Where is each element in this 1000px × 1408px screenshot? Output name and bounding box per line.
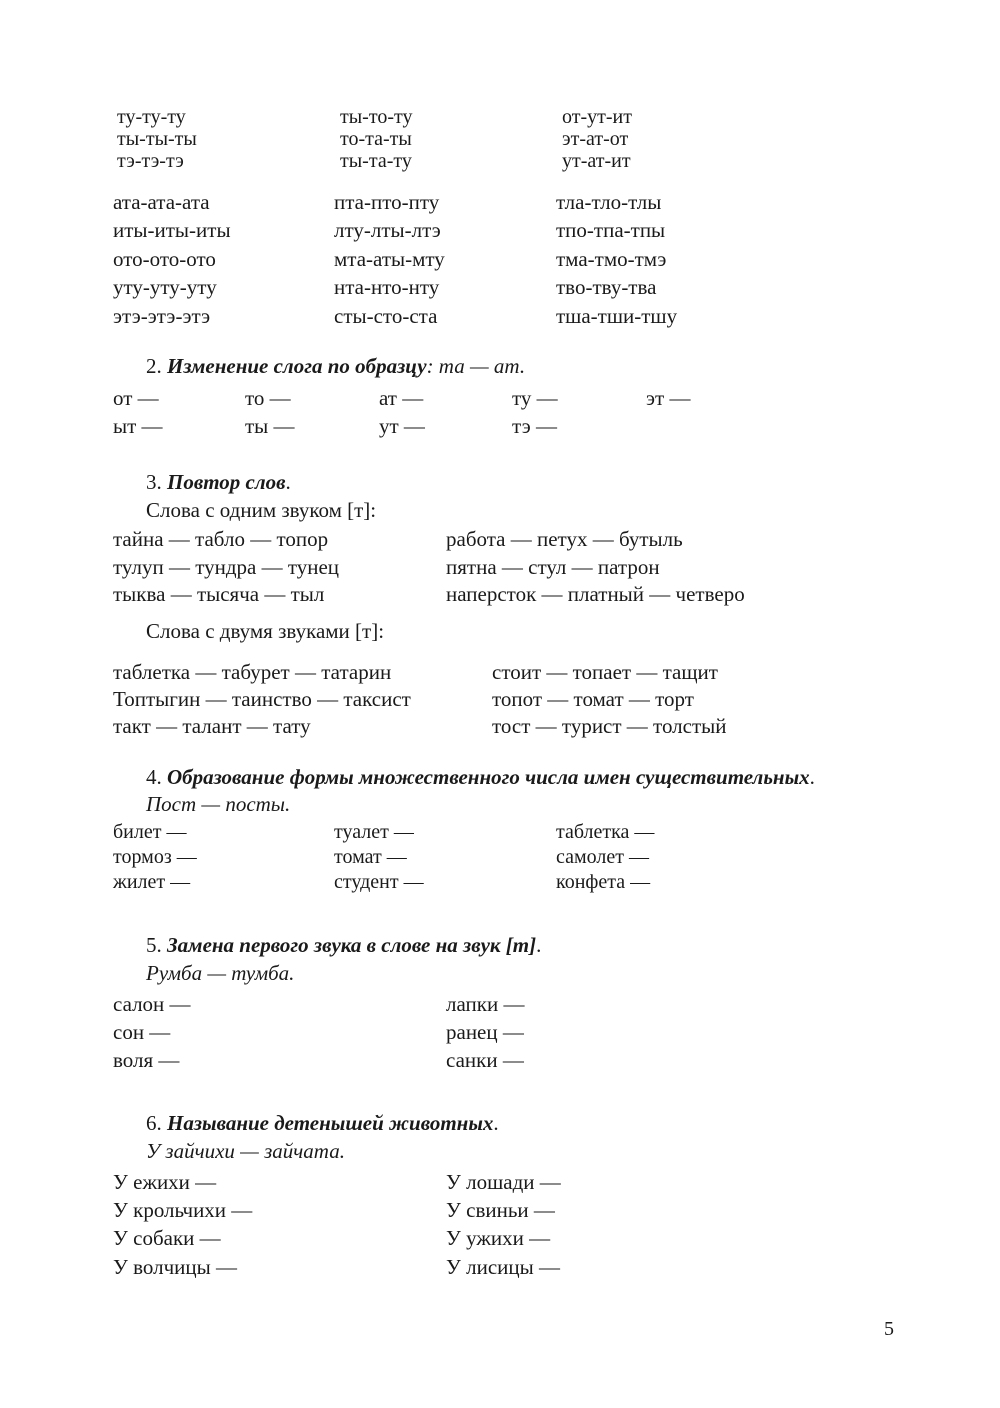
exercise-item: ты — [245,414,295,438]
syllable-line: тма-тмо-тмэ [556,247,667,271]
section-title: Замена первого звука в слове на звук [т] [167,933,537,957]
exercise-item: билет — [113,821,187,843]
syllable-line: тша-тши-тшу [556,304,678,328]
syllable-line: иты-иты-иты [113,218,231,242]
exercise-item: эт — [646,386,691,410]
syllable-line: то-та-ты [340,128,412,150]
exercise-item: сон — [113,1020,171,1044]
exercise-item: то — [245,386,291,410]
section-number: 4. [146,765,162,789]
exercise-item: ранец — [446,1020,524,1044]
syllable-line: тво-тву-тва [556,275,657,299]
word-line: тыква — тысяча — тыл [113,582,325,606]
heading-period: . [285,470,291,494]
heading-period: . [809,765,815,789]
exercise-item: туалет — [334,821,414,843]
subheading: Слова с двумя звуками [т]: [146,619,385,643]
word-line: тулуп — тундра — тунец [113,555,340,579]
exercise-item: таблетка — [556,821,655,843]
exercise-item: ат — [379,386,424,410]
syllable-line: пта-пто-пту [334,190,440,214]
section-example: : та — ат. [426,354,526,378]
word-line: тайна — табло — топор [113,527,329,551]
exercise-item: воля — [113,1048,180,1072]
word-line: топот — томат — торт [492,687,694,711]
section-title: Называние детенышей животных [167,1111,494,1135]
word-line: таблетка — табурет — татарин [113,660,392,684]
exercise-item: У свиньи — [446,1198,555,1222]
exercise-item: ут — [379,414,425,438]
exercise-item: У ужихи — [446,1226,551,1250]
exercise-item: от — [113,386,159,410]
exercise-item: У волчицы — [113,1255,237,1279]
word-line: Топтыгин — таинство — таксист [113,687,411,711]
syllable-line: этэ-этэ-этэ [113,304,211,328]
syllable-line: ата-ата-ата [113,190,210,214]
syllable-line: ту-ту-ту [117,106,186,128]
syllable-line: ты-то-ту [340,106,413,128]
syllable-line: тла-тло-тлы [556,190,662,214]
subheading: Слова с одним звуком [т]: [146,498,377,522]
exercise-item: У ежихи — [113,1170,217,1194]
page-number: 5 [884,1318,894,1340]
syllable-line: тпо-тпа-тпы [556,218,666,242]
section-2-heading [146,354,525,379]
syllable-line: ты-та-ту [340,150,412,172]
section-title: Образование формы множественного числа имен существительных [167,765,810,789]
exercise-item: салон — [113,992,191,1016]
syllable-line: нта-нто-нту [334,275,440,299]
exercise-item: У крольчихи — [113,1198,253,1222]
example-line: У зайчихи — зайчата. [146,1139,345,1163]
exercise-item: томат — [334,846,407,868]
section-title: Изменение слога по образцу [167,354,427,378]
syllable-line: уту-уту-уту [113,275,217,299]
heading-period: . [536,933,542,957]
section-4-heading [146,765,815,790]
exercise-item: тэ — [512,414,557,438]
syllable-line: ты-ты-ты [117,128,197,150]
exercise-item: самолет — [556,846,649,868]
syllable-line: лту-лты-лтэ [334,218,441,242]
word-line: наперсток — платный — четверо [446,582,745,606]
heading-period: . [493,1111,499,1135]
exercise-item: ыт — [113,414,163,438]
exercise-item: санки — [446,1048,524,1072]
syllable-line: ут-ат-ит [562,150,631,172]
example-line: Пост — посты. [146,792,291,816]
exercise-item: лапки — [446,992,525,1016]
word-line: пятна — стул — патрон [446,555,660,579]
word-line: работа — петух — бутыль [446,527,683,551]
syllable-line: мта-аты-мту [334,247,445,271]
exercise-item: тормоз — [113,846,197,868]
word-line: такт — талант — тату [113,714,311,738]
exercise-item: жилет — [113,871,191,893]
section-number: 3. [146,470,162,494]
exercise-item: студент — [334,871,424,893]
exercise-item: У лошади — [446,1170,561,1194]
word-line: стоит — топает — тащит [492,660,718,684]
section-number: 5. [146,933,162,957]
word-line: тост — турист — толстый [492,714,727,738]
section-6-heading [146,1111,499,1136]
section-number: 2. [146,354,162,378]
syllable-line: сты-сто-ста [334,304,438,328]
exercise-item: ту — [512,386,558,410]
exercise-item: У собаки — [113,1226,221,1250]
syllable-line: от-ут-ит [562,106,632,128]
section-5-heading [146,933,541,958]
section-title: Повтор слов [167,470,286,494]
exercise-item: У лисицы — [446,1255,560,1279]
syllable-line: эт-ат-от [562,128,629,150]
syllable-line: тэ-тэ-тэ [117,150,184,172]
section-3-heading [146,470,291,495]
syllable-line: ото-ото-ото [113,247,216,271]
section-number: 6. [146,1111,162,1135]
exercise-item: конфета — [556,871,651,893]
example-line: Румба — тумба. [146,961,295,985]
